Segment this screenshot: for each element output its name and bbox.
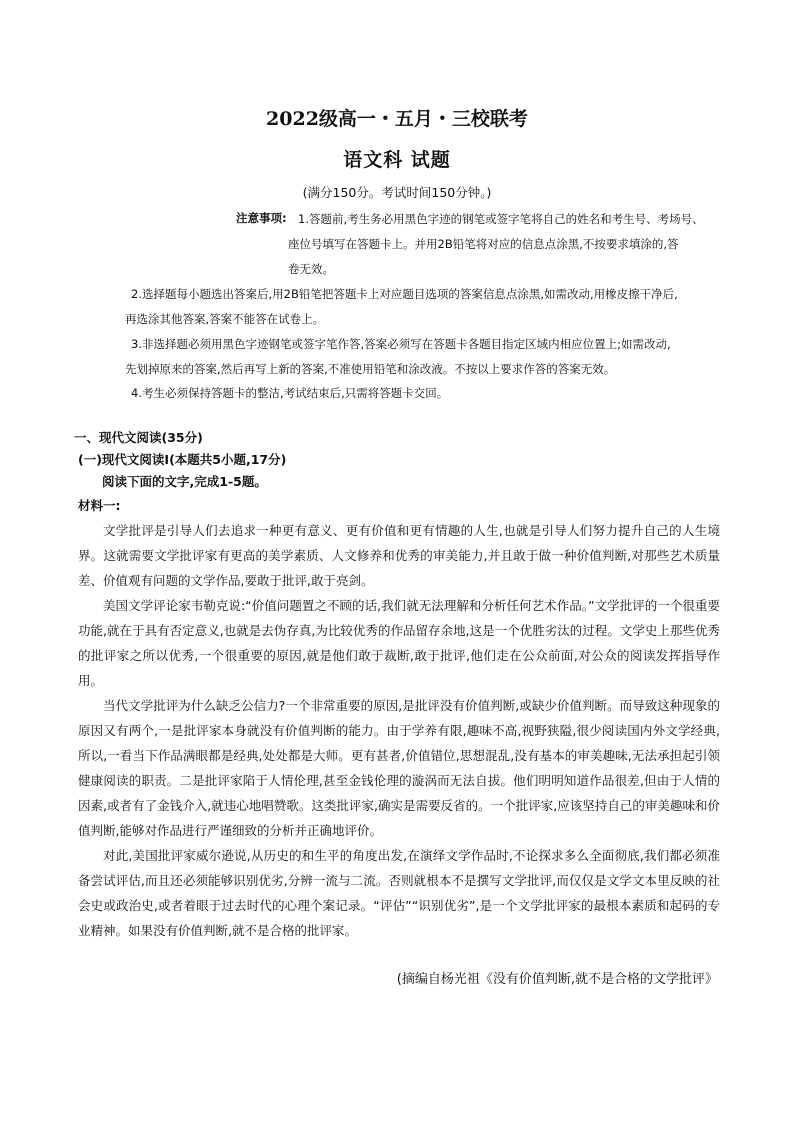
section-sub-heading: (一)现代文阅读Ⅰ(本题共5小题,17分)	[78, 452, 287, 467]
passage-paragraph-3: 当代文学批评为什么缺乏公信力?一个非常重要的原因,是批评没有价值判断,或缺少价值判断。而导致这种现象的原因又有两个,一是批评家本身就没有价值判断的能力。由于学养有限,趣味不高,视野狭隘,很少阅读国内外文学经典,所以,一看当下作品满眼都是经典,处处都是大师。更有甚者,价值错位,思想混乱,没有基本的审美趣味,无法承担起引领健康阅读的职责。二是批评家陷于人情伦理,甚至金钱伦理的漩涡而无法自拔。他们明明知道作品很差,但由于人情的因素,或者有了金钱介入,就违心地唱赞歌。这类批评家,确实是需要反省的。一个批评家,应该坚持自己的审美趣味和价值判断,能够对作品进行严谨细致的分析并正确地评价。	[78, 698, 720, 838]
note-1-line-1: 1.答题前,考生务必用黑色字迹的钢笔或签字笔将自己的姓名和考生号、考场号、	[298, 212, 704, 226]
note-2-line-1: 2.选择题每小题选出答案后,用2B铅笔把答题卡上对应题目选项的答案信息点涂黑,如需改动,用橡皮擦干净后,	[131, 287, 678, 301]
exam-info: (满分150分。考试时间150分钟。)	[302, 185, 492, 200]
exam-title: 2022级高一・五月・三校联考	[266, 108, 528, 130]
passage-body	[78, 518, 720, 943]
passage-paragraph-2: 美国文学评论家韦勒克说:“价值问题置之不顾的话,我们就无法理解和分析任何艺术作品。”文学批评的一个很重要功能,就在于具有否定意义,也就是去伪存真,为比较优秀的作品留存余地,这是一个优胜劣汰的过程。文学史上那些优秀的批评家之所以优秀,一个很重要的原因,就是他们敢于裁断,敢于批评,他们走在公众前面,对公众的阅读发挥指导作用。	[78, 598, 720, 688]
notes-label: 注意事项:	[236, 211, 287, 225]
section-heading: 一、现代文阅读(35分)	[74, 430, 203, 445]
passage-source: (摘编自杨光祖《没有价值判断,就不是合格的文学批评》	[396, 972, 718, 987]
exam-subtitle: 语文科 试题	[343, 149, 451, 171]
note-3-line-1: 3.非选择题必须用黑色字迹钢笔或签字笔作答,答案必须写在答题卡各题目指定区域内相应位置上;如需改动,	[131, 337, 671, 351]
note-2-line-2: 再选涂其他答案,答案不能答在试卷上。	[125, 312, 325, 326]
passage-paragraph-4: 对此,美国批评家威尔逊说,从历史的和生平的角度出发,在演绎文学作品时,不论探求多么全面彻底,我们都必须准备尝试评估,而且还必须能够识别优劣,分辨一流与二流。否则就根本不是撰写文学批评,而仅仅是文学文本里反映的社会史或政治史,或者着眼于过去时代的心理个案记录。“评估”“识别优劣”,是一个文学批评家的最根本素质和起码的专业精神。如果没有价值判断,就不是合格的批评家。	[78, 848, 720, 938]
material-label: 材料一:	[78, 498, 121, 513]
passage-paragraph-1: 文学批评是引导人们去追求一种更有意义、更有价值和更有情趣的人生,也就是引导人们努力提升自己的人生境界。这就需要文学批评家有更高的美学素质、人文修养和优秀的审美能力,并且敢于做一种价值判断,对那些艺术质量差、价值观有问题的文学作品,要敢于批评,敢于亮剑。	[78, 523, 720, 588]
section-instruction: 阅读下面的文字,完成1-5题。	[102, 474, 267, 489]
note-4-line-1: 4.考生必须保持答题卡的整洁,考试结束后,只需将答题卡交回。	[131, 386, 449, 400]
note-1-line-2: 座位号填写在答题卡上。并用2B铅笔将对应的信息点涂黑,不按要求填涂的,答	[288, 237, 679, 251]
note-1-line-3: 卷无效。	[288, 262, 334, 276]
note-3-line-2: 先划掉原来的答案,然后再写上新的答案,不准使用铅笔和涂改液。不按以上要求作答的答案无效。	[125, 362, 616, 376]
